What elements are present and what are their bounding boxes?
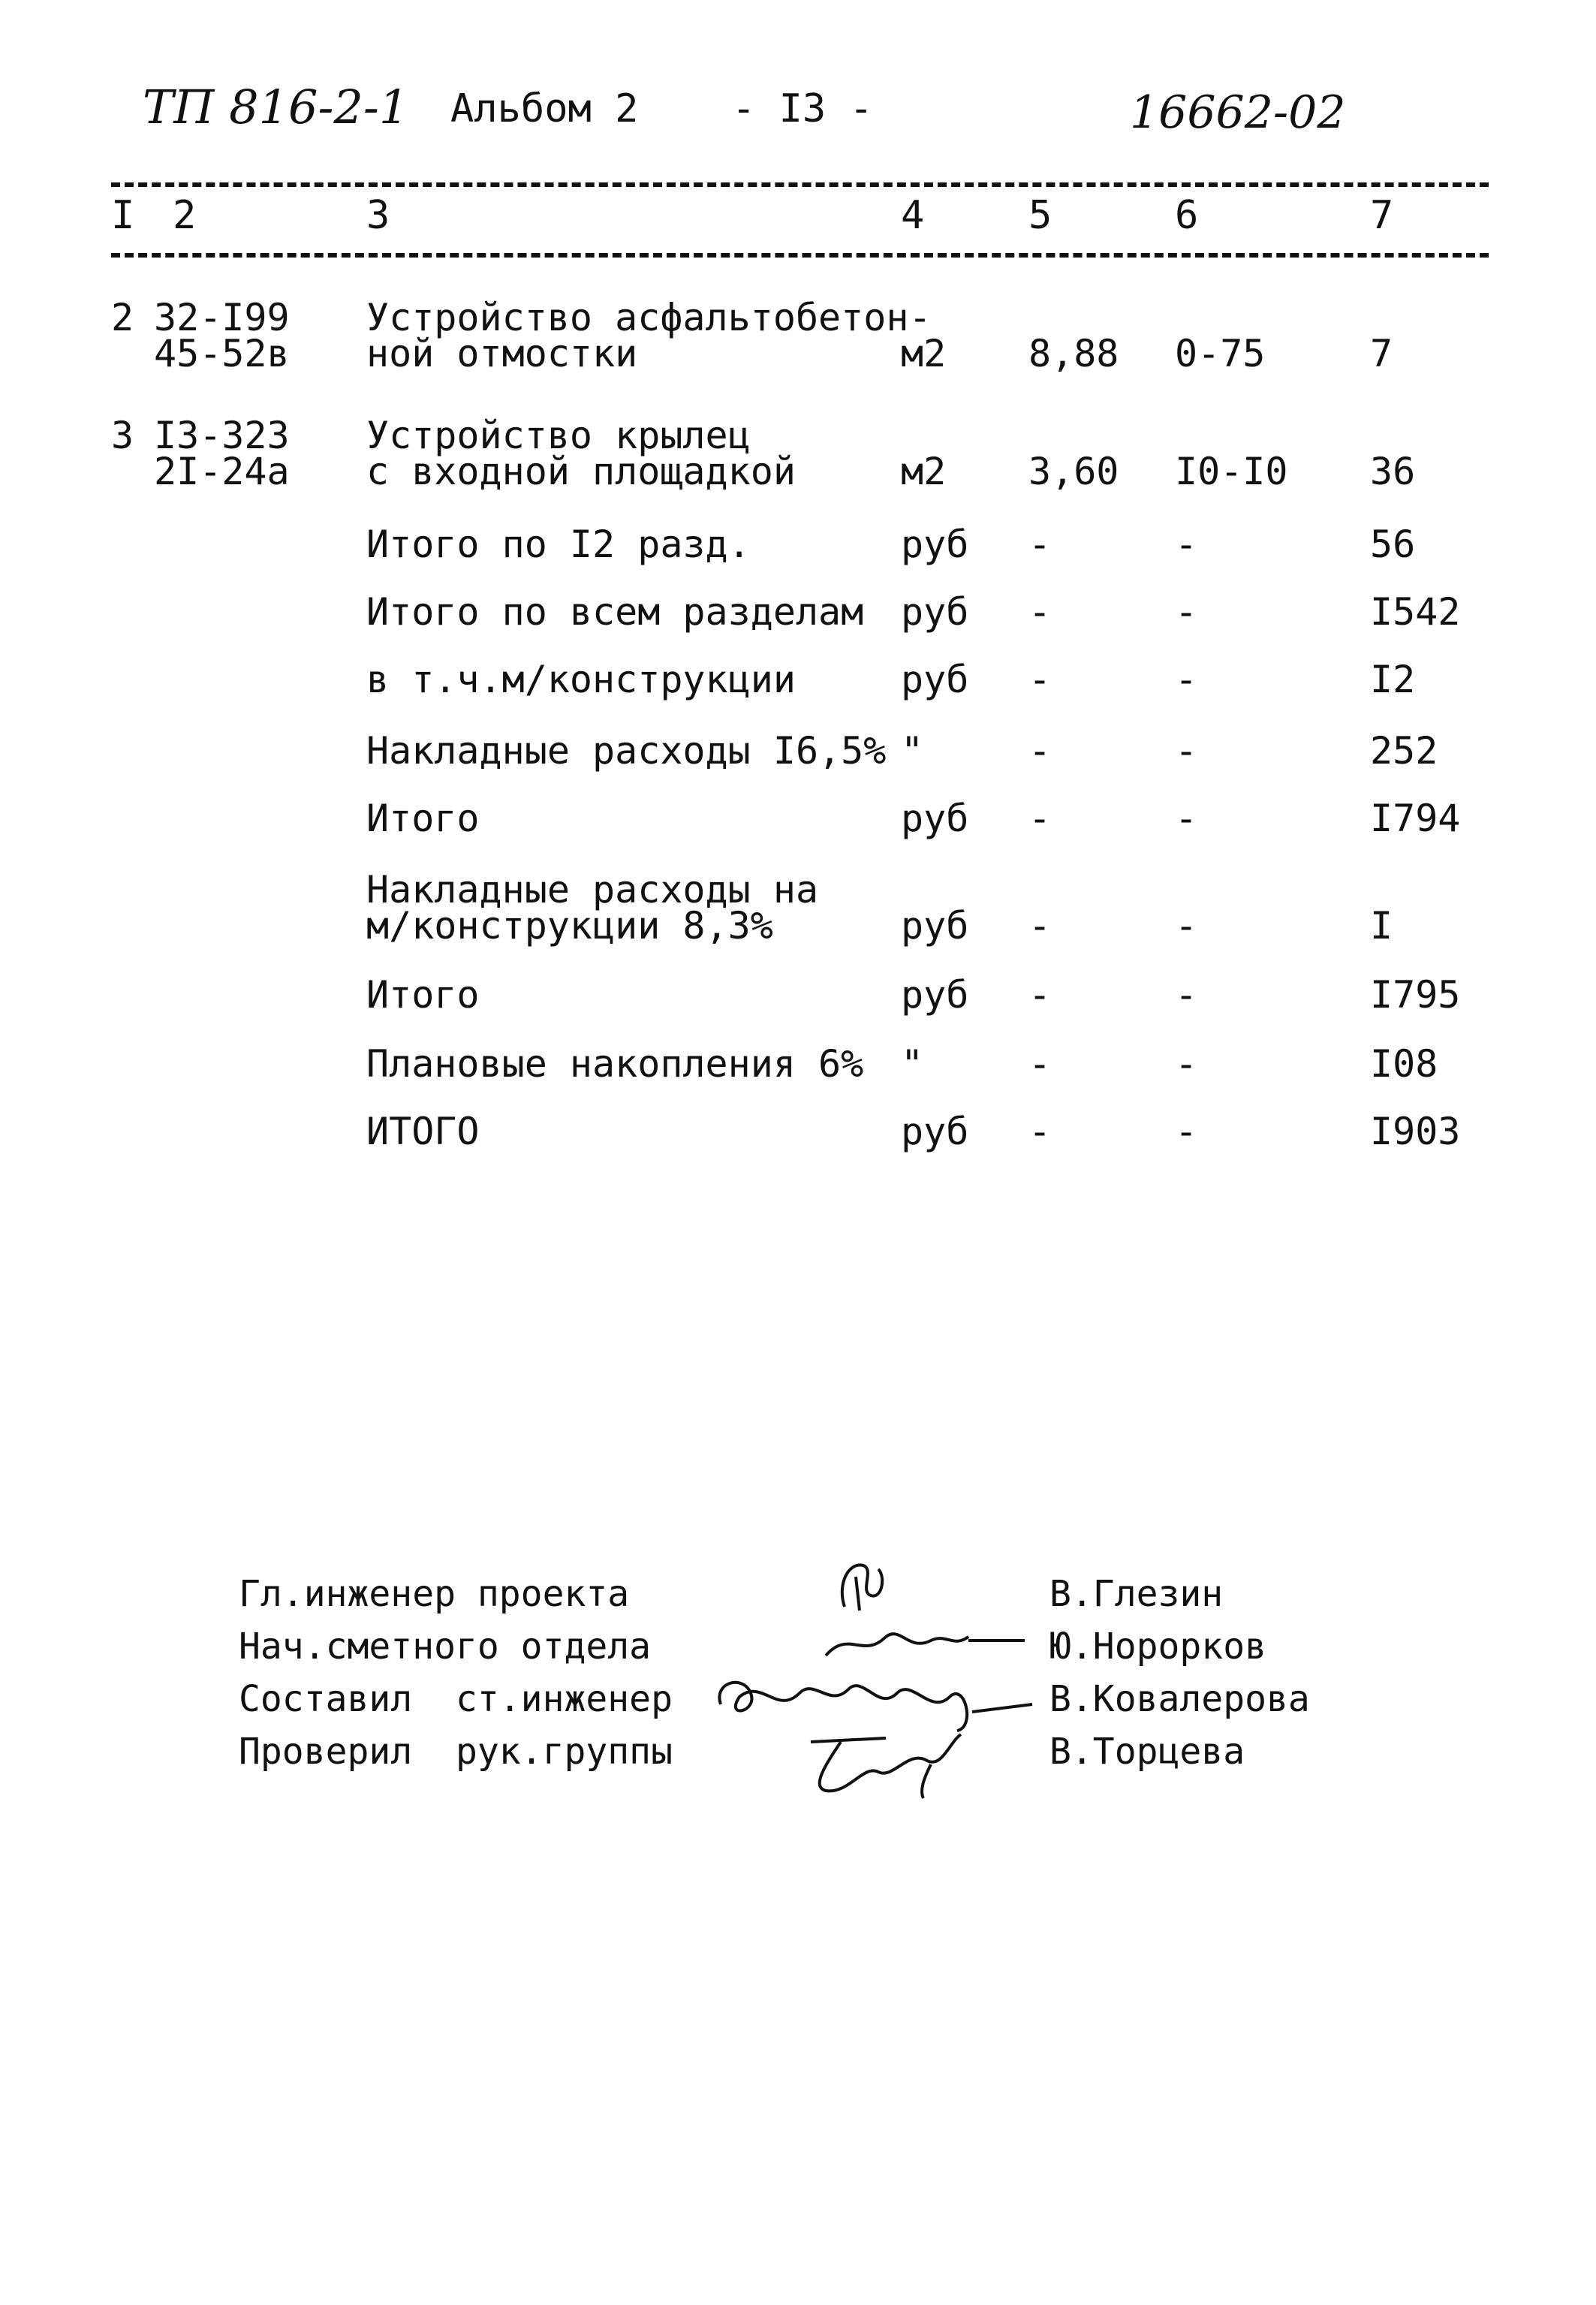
page-number: - I3 - [732,86,873,131]
unit-price-cell: I0-I0 [1175,450,1288,493]
total-cell: 7 [1370,332,1393,375]
unit-cell: руб [901,1110,969,1153]
signatory-role: Гл.инженер проекта [239,1573,630,1615]
header-top-rule [111,182,1489,187]
column-header: 7 [1370,193,1394,238]
doc-code: ТП 816-2-1 [143,80,409,134]
item-name: м/конструкции 8,3% [366,904,773,948]
column-header: 4 [901,193,925,238]
item-name: в т.ч.м/конструкции [366,658,796,701]
row-number: 2 [111,296,134,339]
quantity-cell: 8,88 [1028,332,1119,375]
item-name: Итого [366,797,480,840]
item-name: Итого по всем разделам [366,590,864,634]
item-name: ИТОГО [366,1110,480,1153]
unit-cell: м2 [901,450,947,493]
unit-cell: руб [901,658,969,701]
signature-scribble-1 [830,1554,897,1622]
quantity-cell: - [1028,1110,1052,1153]
column-header: I [111,193,135,238]
unit-price-cell: - [1175,973,1198,1017]
unit-price-cell: - [1175,729,1198,773]
signature-scribble-2 [818,1622,1028,1667]
unit-cell: руб [901,904,969,948]
item-name: Устройство асфальтобетон- [366,296,932,339]
total-cell: I542 [1370,590,1461,634]
unit-price-cell: 0-75 [1175,332,1266,375]
total-cell: I2 [1370,658,1416,701]
quantity-cell: - [1028,1042,1052,1086]
item-name: ной отмостки [366,332,638,375]
unit-cell: руб [901,590,969,634]
unit-price-cell: - [1175,797,1198,840]
signatory-role: Нач.сметного отдела [239,1626,652,1668]
quantity-cell: - [1028,729,1052,773]
item-name: Плановые накопления 6% [366,1042,864,1086]
column-header: 5 [1028,193,1052,238]
signatory-name: В.Глезин [1049,1573,1224,1615]
norm-code: 2I-24а [154,450,290,493]
unit-price-cell: - [1175,904,1198,948]
unit-price-cell: - [1175,1042,1198,1086]
total-cell: I794 [1370,797,1461,840]
unit-price-cell: - [1175,658,1198,701]
unit-cell: руб [901,523,969,566]
signatory-role: Проверил рук.группы [239,1731,673,1773]
norm-code: 32-I99 [154,296,290,339]
signatory-name: Ю.Норорков [1049,1626,1266,1668]
album-label: Альбом 2 [450,86,639,131]
item-name: Накладные расходы I6,5% [366,729,887,773]
quantity-cell: - [1028,658,1052,701]
unit-cell: м2 [901,332,947,375]
header-bottom-rule [111,253,1489,258]
signature-scribble-4 [796,1719,976,1802]
total-cell: 36 [1370,450,1416,493]
quantity-cell: - [1028,904,1052,948]
total-cell: 252 [1370,729,1438,773]
unit-cell: руб [901,797,969,840]
item-name: Устройство крылец [366,414,751,457]
sheet-code: 16662-02 [1130,86,1346,139]
signatory-name: В.Торцева [1049,1731,1245,1773]
total-cell: I08 [1370,1042,1438,1086]
signatory-name: В.Ковалерова [1049,1678,1310,1720]
signatory-role: Составил ст.инженер [239,1678,673,1720]
quantity-cell: - [1028,797,1052,840]
item-name: Накладные расходы на [366,868,819,911]
total-cell: I903 [1370,1110,1461,1153]
quantity-cell: - [1028,523,1052,566]
item-name: Итого по I2 разд. [366,523,751,566]
item-name: Итого [366,973,480,1017]
unit-cell: руб [901,973,969,1017]
column-header: 2 [173,193,197,238]
total-cell: I [1370,904,1393,948]
unit-price-cell: - [1175,590,1198,634]
column-header: 3 [366,193,390,238]
unit-cell: " [901,1042,924,1086]
unit-price-cell: - [1175,1110,1198,1153]
item-name: с входной площадкой [366,450,796,493]
total-cell: 56 [1370,523,1416,566]
norm-code: 45-52в [154,332,290,375]
column-header: 6 [1175,193,1199,238]
quantity-cell: 3,60 [1028,450,1119,493]
unit-price-cell: - [1175,523,1198,566]
quantity-cell: - [1028,973,1052,1017]
total-cell: I795 [1370,973,1461,1017]
row-number: 3 [111,414,134,457]
norm-code: I3-323 [154,414,290,457]
quantity-cell: - [1028,590,1052,634]
unit-cell: " [901,729,924,773]
